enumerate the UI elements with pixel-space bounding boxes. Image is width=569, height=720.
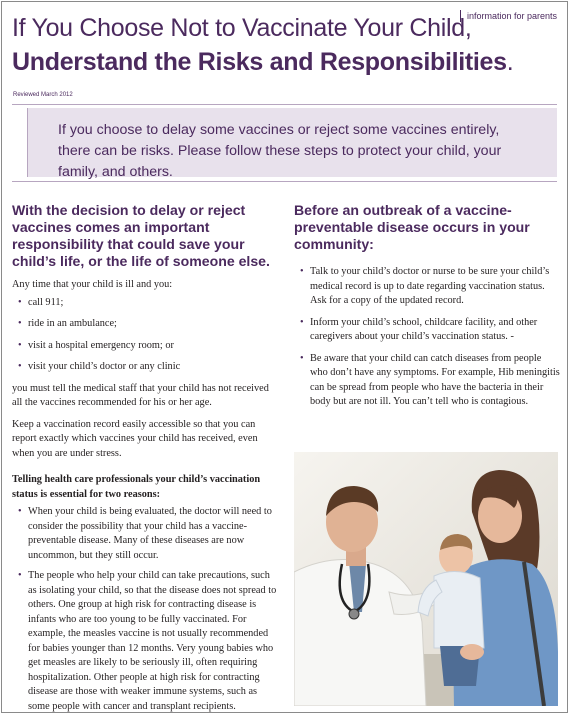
list-item: • Be aware that your child can catch diseases from people who don’t have any symptoms. For example, Hib meningitis can be spread from people who have the bacteria in their body but are not ill. You can’t tell who is contagious. [310,352,560,410]
list-item: • Inform your child’s school, childcare facility, and other caregivers about your child’s vaccination status. - [310,316,560,345]
divider-top [12,104,557,105]
title-period: . [506,48,514,76]
list-item: • call 911; [28,296,280,311]
reasons-list [12,505,280,714]
title-line-2-text: Understand the Risks and Responsibilities [12,48,507,76]
tell-staff-paragraph: you must tell the medical staff that your child has not received all the vaccines recommended for his or her age. [12,382,269,408]
list-item: • ride in an ambulance; [28,317,280,332]
reviewed-date: Reviewed March 2012 [13,92,73,98]
situation-list [12,296,280,375]
outbreak-list [294,265,560,410]
title-line-2 [12,48,513,77]
doctor-parent-child-photo [294,452,558,706]
list-item: • Talk to your child’s doctor or nurse to be sure your child’s medical record is up to date regarding vaccination status. Ask for a copy of the updated record. [310,265,560,309]
left-heading: With the decision to delay or reject vaccines comes an important responsibility that could save your child’s life, or the life of someone else. [12,202,270,269]
left-column [12,202,280,720]
divider-bottom [12,181,557,182]
right-column [294,202,560,417]
list-item: • visit a hospital emergency room; or [28,339,280,354]
reasons-subheading: Telling health care professionals your child’s vaccination status is essential for two reasons: [12,474,261,500]
list-item: • When your child is being evaluated, the doctor will need to consider the possibility that your child has a vaccine-preventable disease. Many of these diseases are now uncommon, but they still occur. [28,505,280,563]
right-heading: Before an outbreak of a vaccine-preventable disease occurs in your community: [294,202,530,252]
photo-illustration [294,452,558,706]
list-item: • The people who help your child can take precautions, such as isolating your child, so that the disease does not spread to others. One group at high risk for contracting disease is infants who are too young to be fully vaccinated. For example, the measles vaccine is not usually recommended for babies younger than 12 months. Very young babies who get measles are likely to be seriously ill, often requiring hospitalization. Other people at high risk for contracting disease are those with weaker immune systems, such as some people with cancer and transplant recipients. [28,569,280,714]
title-line-1: If You Choose Not to Vaccinate Your Child, [12,14,472,42]
intro-banner-text: If you choose to delay some vaccines or reject some vaccines entirely, there can be risks. Please follow these steps to protect your child, your family, and others. [58,122,502,180]
list-item: • visit your child’s doctor or any clinic [28,360,280,375]
audience-tag: information for parents [460,10,557,22]
record-paragraph: Keep a vaccination record easily accessible so that you can report exactly which vaccines your child has received, even when you are under stress. [12,418,258,459]
left-intro: Any time that your child is ill and you: [12,279,173,290]
intro-banner [27,108,557,180]
